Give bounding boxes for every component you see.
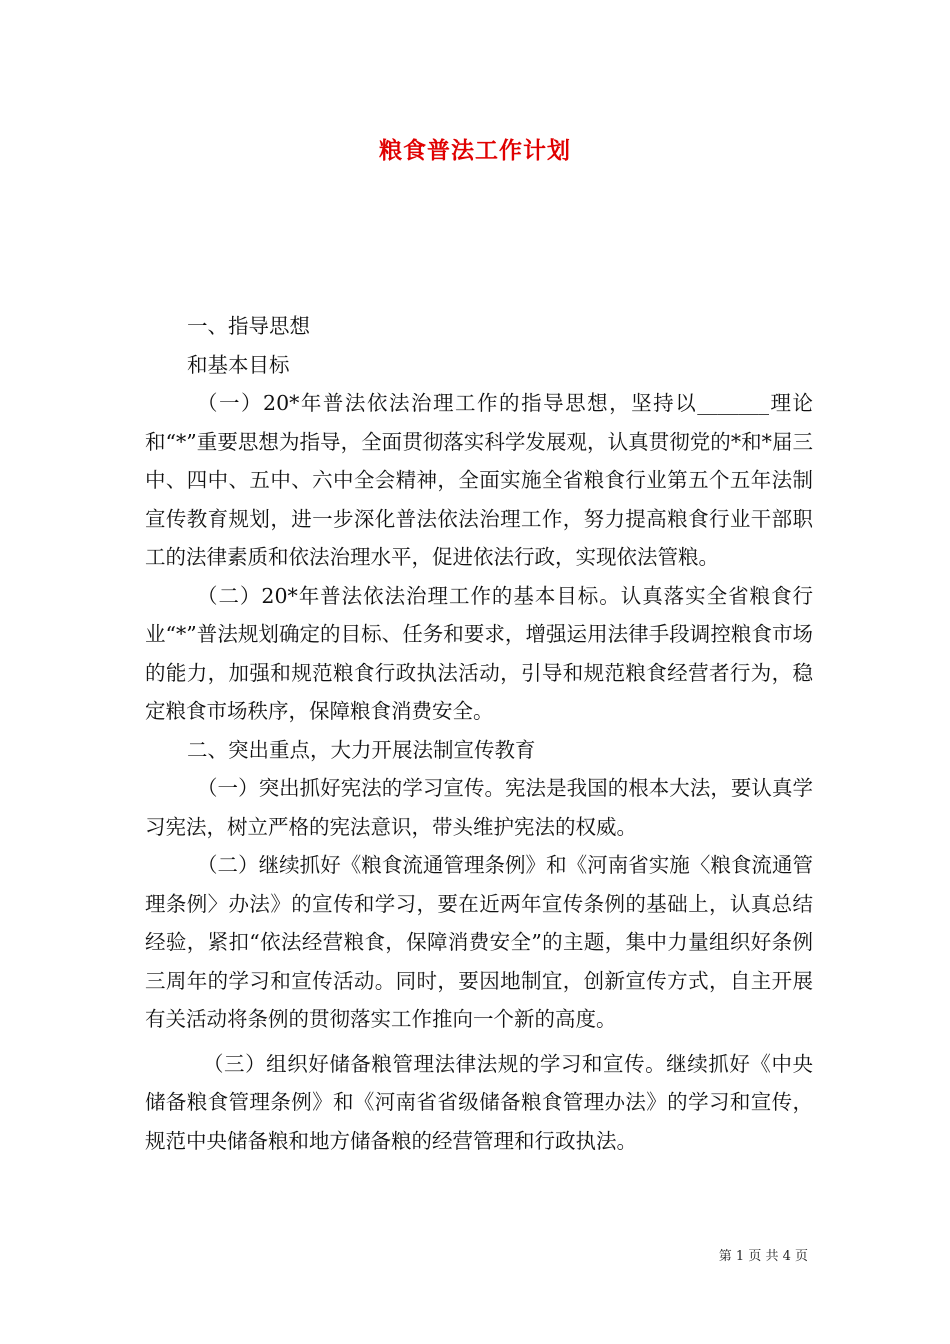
document-title: 粮食普法工作计划 — [379, 137, 571, 164]
paragraph-1-guiding-ideology: （一）20*年普法依法治理工作的指导思想，坚持以_______理论和“*”重要思想为指导，全面贯彻落实科学发展观，认真贯彻党的*和*届三中、四中、五中、六中全会精神，全面实施全省粮食行业第五个五年法制宣传教育规划，进一步深化普法依法治理工作，努力提高粮食行业干部职工的法律素质和依法治理水平，促进依法行政，实现依法管粮。 — [145, 391, 813, 569]
paragraph-2-basic-goals: （二）20*年普法依法治理工作的基本目标。认真落实全省粮食行业“*”普法规划确定的目标、任务和要求，增强运用法律手段调控粮食市场的能力，加强和规范粮食行政执法活动，引导和规范粮食经营者行为，稳定粮食市场秩序，保障粮食消费安全。 — [145, 583, 813, 723]
heading-guiding-ideology: 一、指导思想 — [187, 314, 310, 338]
paragraph-reserve-grain: （三）组织好储备粮管理法律法规的学习和宣传。继续抓好《中央储备粮食管理条例》和《河南省省级储备粮食管理办法》的学习和宣传，规范中央储备粮和地方储备粮的经营管理和行政执法。 — [145, 1051, 813, 1153]
heading-legal-education: 二、突出重点，大力开展法制宣传教育 — [187, 737, 536, 762]
page-number: 第 1 页 共 4 页 — [718, 1249, 808, 1264]
paragraph-constitution: （一）突出抓好宪法的学习宣传。宪法是我国的根本大法，要认真学习宪法，树立严格的宪法意识，带头维护宪法的权威。 — [145, 776, 813, 839]
paragraph-grain-regulation: （二）继续抓好《粮食流通管理条例》和《河南省实施〈粮食流通管理条例〉办法》的宣传和学习，要在近两年宣传条例的基础上，认真总结经验，紧扣“依法经营粮食，保障消费安全”的主题，集中力量组织好条例三周年的学习和宣传活动。同时，要因地制宜，创新宣传方式，自主开展有关活动将条例的贯彻落实工作推向一个新的高度。 — [145, 853, 813, 1031]
heading-basic-goals: 和基本目标 — [187, 352, 290, 377]
document-body — [145, 307, 813, 1160]
